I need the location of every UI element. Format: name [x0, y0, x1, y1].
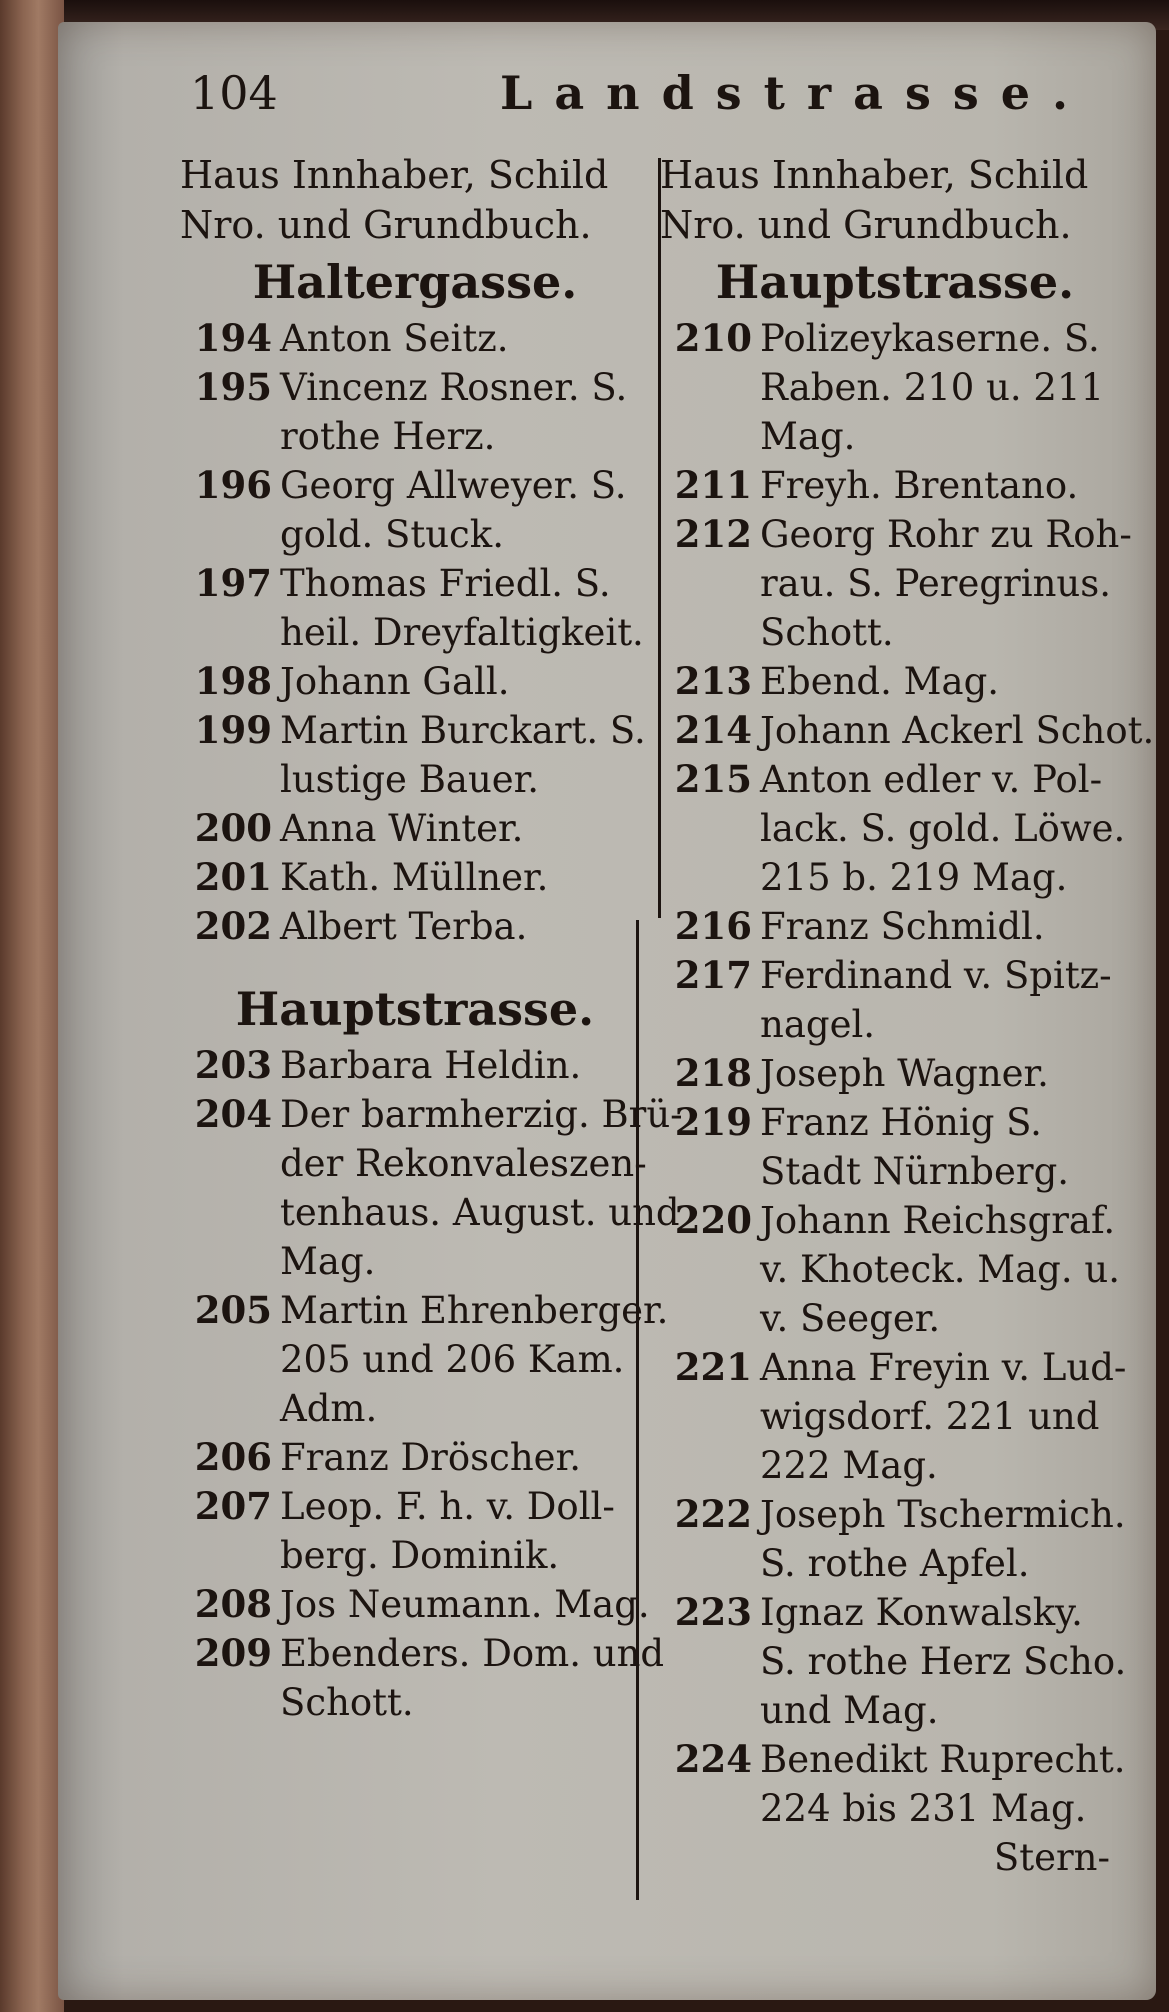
- house-entry: [660, 314, 1130, 461]
- entry-text: [280, 804, 650, 853]
- entry-line: Anna Freyin v. Lud-: [760, 1346, 1127, 1389]
- entry-line: 222 Mag.: [760, 1444, 938, 1487]
- entry-text: [760, 1588, 1130, 1735]
- house-entry: [180, 1090, 683, 1286]
- entry-text: [280, 363, 650, 461]
- entry-text: [760, 902, 1130, 951]
- entry-line: Georg Rohr zu Roh-: [760, 513, 1132, 556]
- entry-line: Polizeykaserne. S.: [760, 317, 1100, 360]
- entry-text: [760, 1049, 1130, 1098]
- entry-line: S. rothe Apfel.: [760, 1542, 1030, 1585]
- house-number: 212: [674, 512, 752, 556]
- entry-line: Vincenz Rosner. S.: [280, 366, 628, 409]
- entry-line: Franz Dröscher.: [280, 1436, 581, 1479]
- entry-text: [280, 1433, 650, 1482]
- entry-line: S. rothe Herz Scho.: [760, 1640, 1127, 1683]
- section-title: Hauptstrasse.: [235, 982, 595, 1036]
- house-number: 198: [194, 659, 272, 703]
- column-header-line: Nro. und Grundbuch.: [660, 203, 1072, 247]
- right-column: [660, 150, 1155, 1950]
- entry-line: Schott.: [280, 1681, 414, 1724]
- entry-line: heil. Dreyfaltigkeit.: [280, 611, 644, 654]
- entry-line: Kath. Müllner.: [280, 856, 549, 899]
- page-header: [190, 66, 1091, 126]
- entry-text: [280, 853, 650, 902]
- house-entry: [180, 1433, 650, 1482]
- house-number: 194: [194, 316, 272, 360]
- house-entry: [180, 461, 650, 559]
- house-entry: [180, 902, 650, 951]
- column-header-line: Haus Innhaber, Schild: [180, 153, 609, 197]
- entry-line: und Mag.: [760, 1689, 939, 1732]
- section-title: Haltergasse.: [252, 255, 578, 309]
- house-entry: [660, 1098, 1130, 1196]
- column-header: [180, 150, 650, 250]
- house-number: 211: [674, 463, 752, 507]
- entry-text: [760, 1343, 1130, 1490]
- entry-line: Franz Schmidl.: [760, 905, 1045, 948]
- column-header: [660, 150, 1130, 250]
- entry-text: [280, 1629, 664, 1727]
- entry-text: [280, 1090, 683, 1286]
- house-number: 205: [194, 1288, 272, 1332]
- entry-line: Stadt Nürnberg.: [760, 1150, 1070, 1193]
- entry-line: Joseph Wagner.: [760, 1052, 1049, 1095]
- entry-line: rothe Herz.: [280, 415, 496, 458]
- house-entry: [180, 1482, 650, 1580]
- house-entry: [180, 559, 650, 657]
- house-number: 217: [674, 953, 752, 997]
- house-entry: [180, 853, 650, 902]
- entry-line: berg. Dominik.: [280, 1534, 560, 1577]
- entry-line: nagel.: [760, 1003, 876, 1046]
- house-entry: [660, 461, 1130, 510]
- entry-line: Thomas Friedl. S.: [280, 562, 611, 605]
- house-entry: [660, 510, 1130, 657]
- entry-line: Albert Terba.: [280, 905, 528, 948]
- house-entry: [660, 1343, 1130, 1490]
- entry-text: [760, 1490, 1130, 1588]
- entry-text: [280, 657, 650, 706]
- house-number: 219: [674, 1100, 752, 1144]
- entry-text: [280, 1580, 650, 1629]
- entry-line: 224 bis 231 Mag.: [760, 1787, 1087, 1830]
- entry-line: tenhaus. August. und: [280, 1191, 680, 1234]
- entry-line: Johann Gall.: [280, 660, 510, 703]
- house-entry: [660, 951, 1130, 1049]
- entry-text: [280, 461, 650, 559]
- entry-text: [760, 510, 1132, 657]
- entry-line: Johann Ackerl Schot.: [760, 709, 1155, 752]
- section-title: Hauptstrasse.: [715, 255, 1075, 309]
- entry-text: [760, 314, 1130, 461]
- entry-text: [280, 559, 650, 657]
- entry-text: [760, 951, 1130, 1049]
- entry-text: [280, 1041, 650, 1090]
- entry-line: wigsdorf. 221 und: [760, 1395, 1100, 1438]
- entry-text: [280, 902, 650, 951]
- running-title: Landstrasse.: [500, 66, 1091, 120]
- entry-line: lustige Bauer.: [280, 758, 540, 801]
- entry-line: Anton Seitz.: [280, 317, 509, 360]
- entry-line: Johann Reichsgraf.: [760, 1199, 1116, 1242]
- entry-line: Ignaz Konwalsky.: [760, 1591, 1083, 1634]
- house-entry: [660, 902, 1130, 951]
- house-number: 202: [194, 904, 272, 948]
- column-header-line: Haus Innhaber, Schild: [660, 153, 1089, 197]
- entry-line: gold. Stuck.: [280, 513, 504, 556]
- house-entry: [660, 1196, 1130, 1343]
- entry-line: Joseph Tschermich.: [760, 1493, 1126, 1536]
- entry-line: Anton edler v. Pol-: [760, 758, 1103, 801]
- entry-line: rau. S. Peregrinus.: [760, 562, 1111, 605]
- entry-text: [760, 461, 1130, 510]
- house-number: 218: [674, 1051, 752, 1095]
- entry-text: [760, 1735, 1130, 1833]
- entry-line: v. Khoteck. Mag. u.: [760, 1248, 1120, 1291]
- entry-text: [280, 1482, 650, 1580]
- entry-line: der Rekonvaleszen-: [280, 1142, 647, 1185]
- house-number: 223: [674, 1590, 752, 1634]
- house-entry: [660, 1490, 1130, 1588]
- house-number: 203: [194, 1043, 272, 1087]
- house-entry: [660, 755, 1130, 902]
- house-entry: [180, 1629, 665, 1727]
- house-number: 197: [194, 561, 272, 605]
- entry-line: Anna Winter.: [280, 807, 524, 850]
- entry-text: [760, 706, 1154, 755]
- house-number: 206: [194, 1435, 272, 1479]
- house-number: 204: [194, 1092, 272, 1136]
- entry-line: lack. S. gold. Löwe.: [760, 807, 1126, 850]
- entry-line: Der barmherzig. Brü-: [280, 1093, 683, 1136]
- house-number: 209: [194, 1631, 272, 1675]
- entry-line: 215 b. 219 Mag.: [760, 856, 1068, 899]
- left-column: [180, 150, 683, 1950]
- entry-line: v. Seeger.: [760, 1297, 941, 1340]
- house-number: 199: [194, 708, 272, 752]
- entry-text: [280, 1286, 668, 1433]
- entry-text: [760, 657, 1130, 706]
- house-number: 221: [674, 1345, 752, 1389]
- entry-line: Martin Ehrenberger.: [280, 1289, 669, 1332]
- entry-line: Mag.: [760, 415, 856, 458]
- entry-line: Jos Neumann. Mag.: [280, 1583, 650, 1626]
- house-number: 200: [194, 806, 272, 850]
- entry-line: Ebend. Mag.: [760, 660, 1000, 703]
- entry-line: Adm.: [280, 1387, 378, 1430]
- house-number: 213: [674, 659, 752, 703]
- house-entry: [180, 1286, 669, 1433]
- house-number: 220: [674, 1198, 752, 1242]
- house-number: 210: [674, 316, 752, 360]
- entry-line: Ebenders. Dom. und: [280, 1632, 665, 1675]
- column-header-line: Nro. und Grundbuch.: [180, 203, 592, 247]
- house-number: 215: [674, 757, 752, 801]
- house-number: 196: [194, 463, 272, 507]
- house-entry: [180, 314, 650, 363]
- entry-text: [280, 314, 650, 363]
- entry-line: Franz Hönig S.: [760, 1101, 1042, 1144]
- entry-line: Mag.: [280, 1240, 376, 1283]
- house-number: 222: [674, 1492, 752, 1536]
- entry-text: [760, 1196, 1130, 1343]
- catchword: Stern-: [993, 1836, 1110, 1879]
- house-number: 214: [674, 708, 752, 752]
- house-number: 195: [194, 365, 272, 409]
- entry-line: 205 und 206 Kam.: [280, 1338, 625, 1381]
- entry-text: [280, 706, 650, 804]
- entry-line: Benedikt Ruprecht.: [760, 1738, 1126, 1781]
- book-binding: [0, 0, 64, 2012]
- entry-line: Schott.: [760, 611, 894, 654]
- entry-text: [760, 755, 1130, 902]
- entry-line: Martin Burckart. S.: [280, 709, 646, 752]
- house-number: 208: [194, 1582, 272, 1626]
- house-entry: [180, 657, 650, 706]
- entry-line: Georg Allweyer. S.: [280, 464, 627, 507]
- house-entry: [180, 1041, 650, 1090]
- house-entry: [180, 1580, 650, 1629]
- house-entry: [180, 804, 650, 853]
- entry-line: Raben. 210 u. 211: [760, 366, 1105, 409]
- house-number: 224: [674, 1737, 752, 1781]
- house-entry: [180, 706, 650, 804]
- house-number: 207: [194, 1484, 272, 1528]
- entry-line: Freyh. Brentano.: [760, 464, 1079, 507]
- entry-line: Ferdinand v. Spitz-: [760, 954, 1112, 997]
- house-number: 201: [194, 855, 272, 899]
- entry-text: [760, 1098, 1130, 1196]
- house-entry: [660, 1735, 1130, 1833]
- entry-line: Leop. F. h. v. Doll-: [280, 1485, 615, 1528]
- house-entry: [660, 657, 1130, 706]
- house-entry: [660, 1588, 1130, 1735]
- house-number: 216: [674, 904, 752, 948]
- entry-line: Barbara Heldin.: [280, 1044, 582, 1087]
- house-entry: [180, 363, 650, 461]
- house-entry: [660, 706, 1155, 755]
- house-entry: [660, 1049, 1130, 1098]
- page-number: 104: [190, 66, 278, 120]
